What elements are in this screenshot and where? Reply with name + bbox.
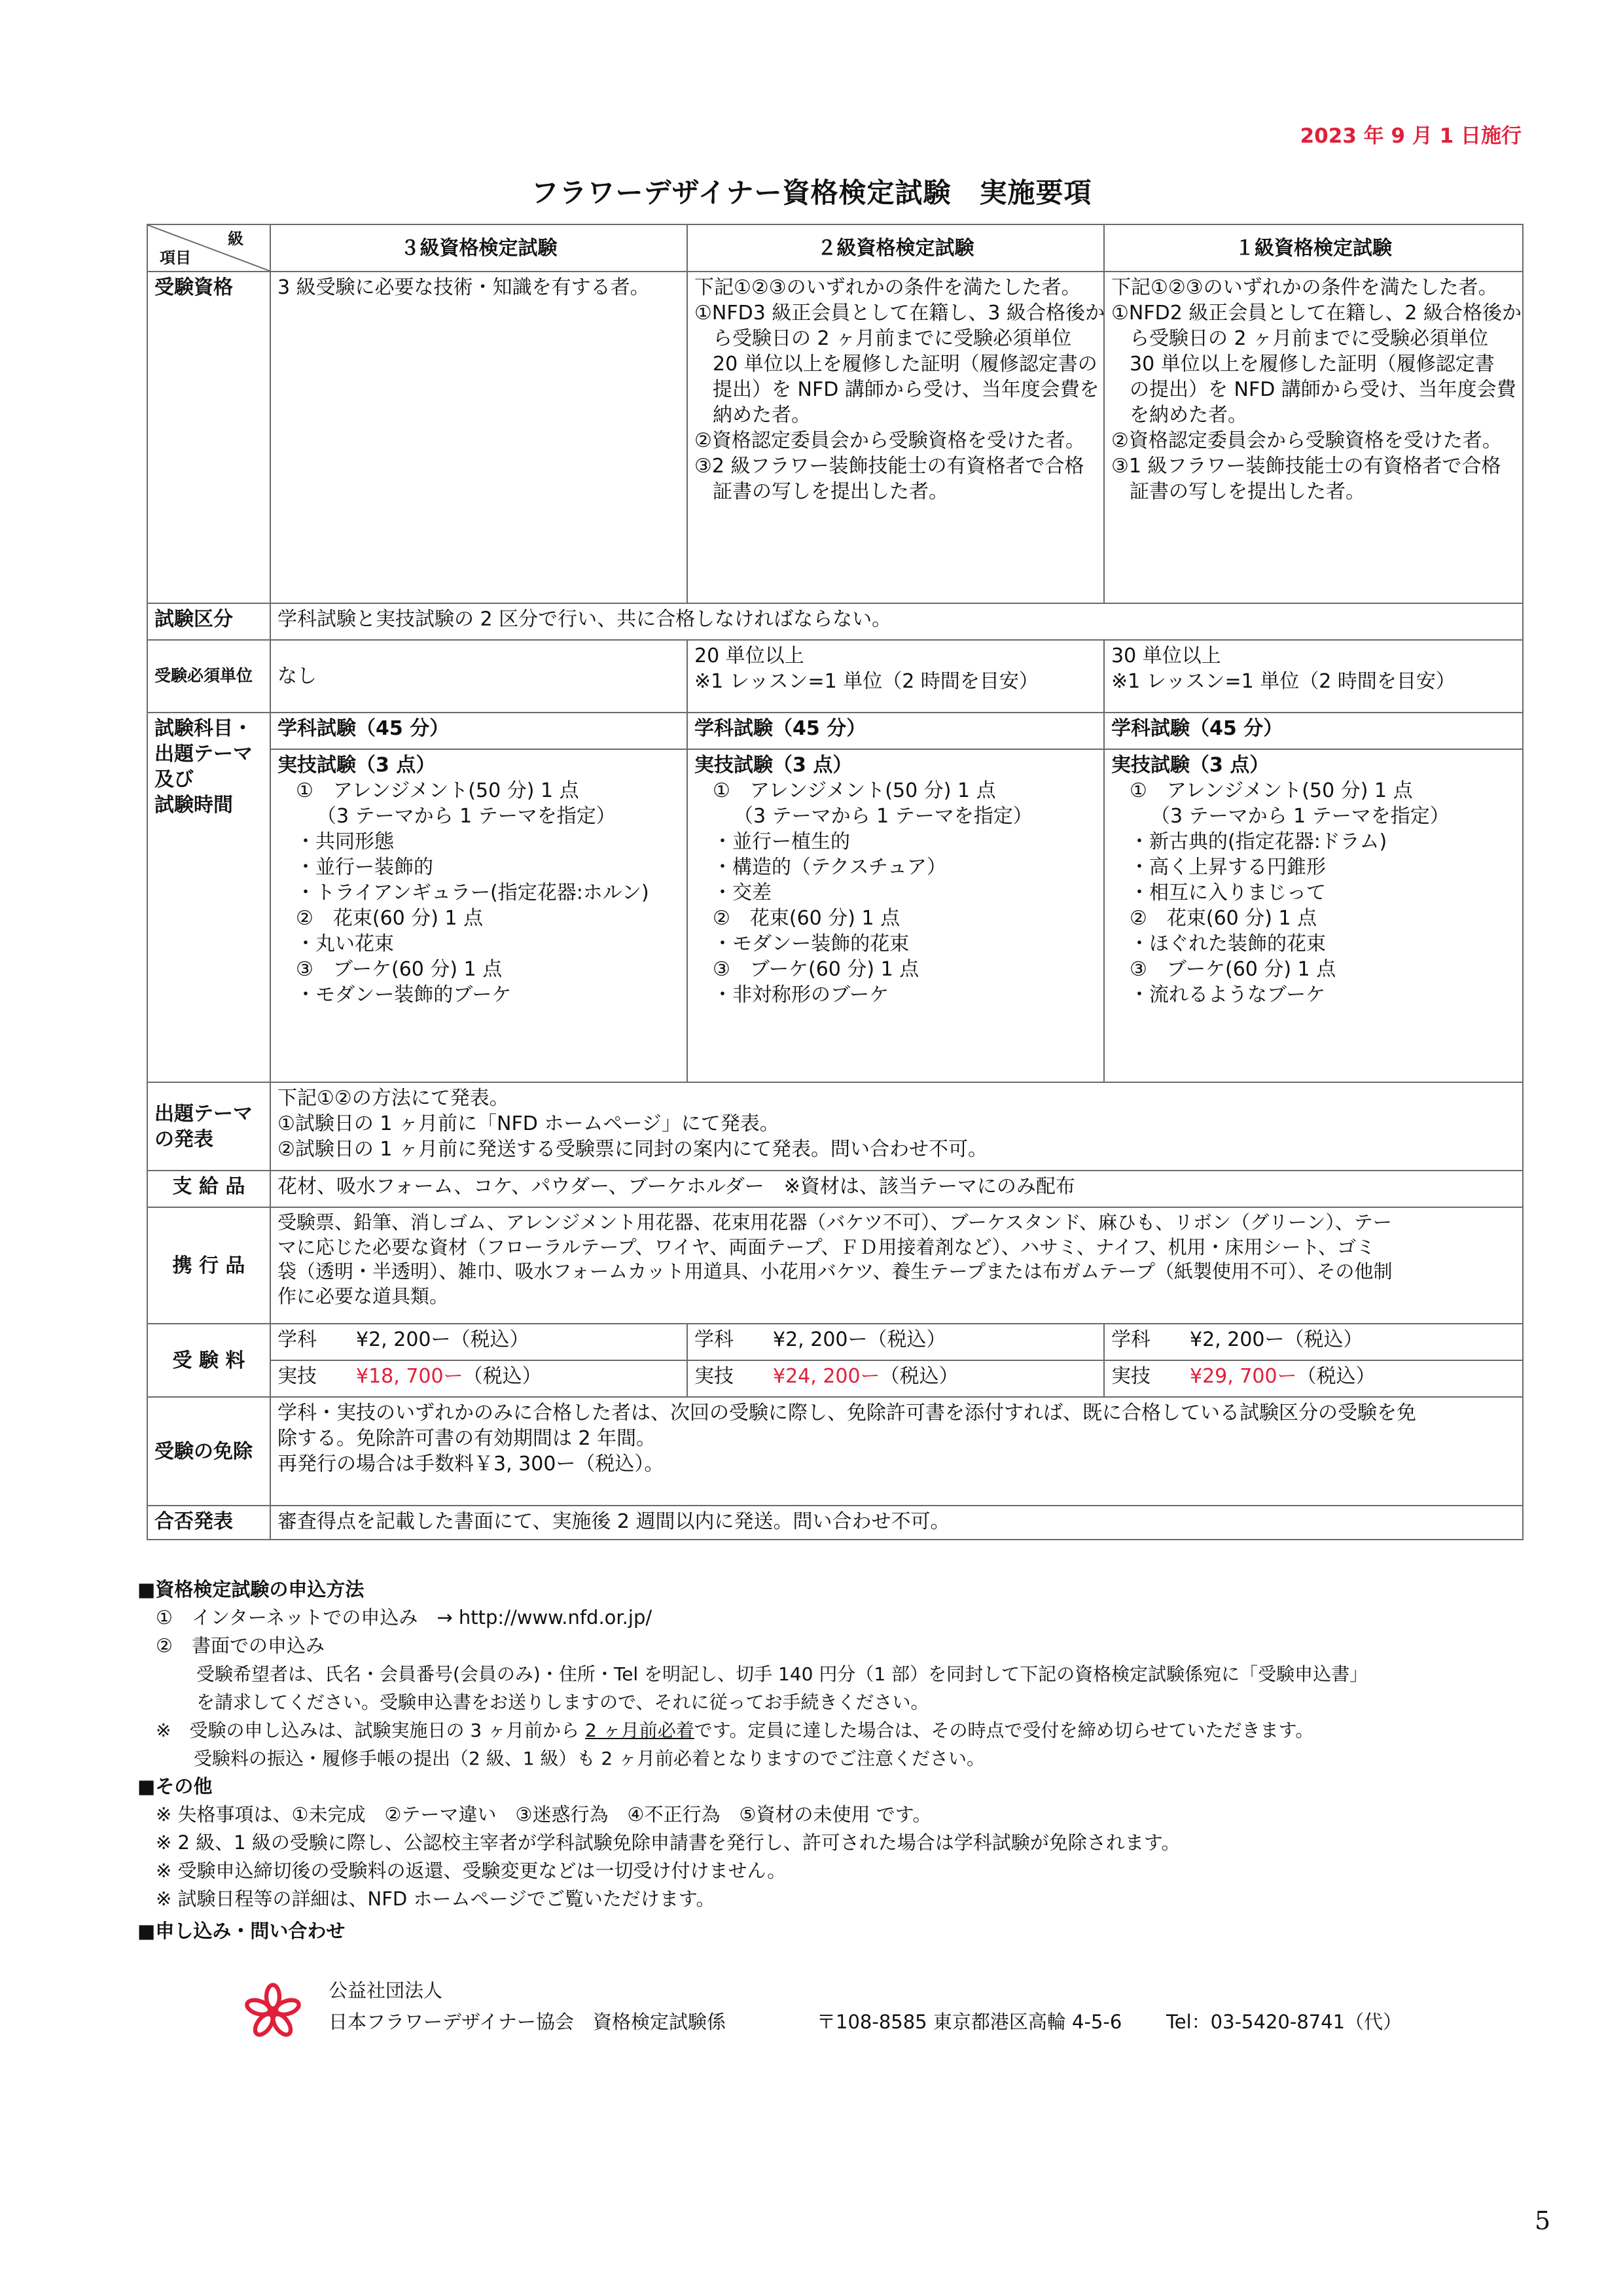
practical-line: ・構造的（テクスチュア） (713, 856, 946, 879)
fee-written-grade3 (270, 1324, 687, 1360)
practical-line: ・共同形態 (296, 830, 394, 853)
fee-written-label: 学科 (277, 1328, 317, 1351)
qualification-line: ①NFD2 級正会員として在籍し、2 級合格後か (1111, 302, 1522, 325)
units-grade1 (1104, 640, 1523, 713)
table-row-practical-exam (147, 749, 1523, 1082)
units-grade3: なし (270, 640, 687, 713)
practical-line: ② 花束(60 分) 1 点 (713, 907, 901, 930)
row-label-exemption: 受験の免除 (147, 1397, 270, 1506)
exemption-text (270, 1397, 1523, 1506)
other-item: ※ 受験申込締切後の受験料の返還、受験変更などは一切受け付けません。 (156, 1860, 787, 1882)
row-label-qualification: 受験資格 (147, 272, 270, 603)
practical-line: ・モダンー装飾的ブーケ (296, 983, 512, 1006)
column-header-grade3: ３級資格検定試験 (270, 224, 687, 272)
fee-written-label: 学科 (1111, 1328, 1150, 1351)
fee-practical-label: 実技 (694, 1365, 734, 1388)
apply-note-fee: 受験料の振込・履修手帳の提出（2 級、1 級）も 2 ヶ月前必着となりますのでご注意ください。 (194, 1748, 986, 1769)
practical-line: ・高く上昇する円錐形 (1130, 856, 1326, 879)
qualification-line: ③2 級フラワー装飾技能士の有資格者で合格 (694, 455, 1084, 478)
fee-tax-note: （税込） (463, 1365, 542, 1388)
row-label-result: 合否発表 (147, 1506, 270, 1540)
bring-text (270, 1207, 1523, 1324)
practical-line: ・相互に入りまじって (1130, 881, 1326, 904)
exam-requirements-table (147, 224, 1524, 1540)
corner-cell (147, 224, 270, 272)
row-label-bring: 携 行 品 (147, 1207, 270, 1324)
fee-practical-amount: ¥24, 200ー (773, 1365, 880, 1388)
written-exam-grade2: 学科試験（45 分） (687, 713, 1104, 749)
exemption-line: 除する。免除許可書の有効期間は 2 年間。 (277, 1427, 656, 1450)
practical-line: ・流れるようなブーケ (1130, 983, 1326, 1006)
application-section (137, 1576, 1538, 1945)
practical-line: ・並行ー植生的 (713, 830, 850, 853)
qualification-line: ①NFD3 級正会員として在籍し、3 級合格後か (694, 302, 1105, 325)
apply-heading: ■資格検定試験の申込方法 (137, 1578, 365, 1600)
other-item: ※ 2 級、1 級の受験に際し、公認校主宰者が学科試験免除申請書を発行し、許可された場合は学科試験が免除されます。 (156, 1831, 1181, 1854)
result-text: 審査得点を記載した書面にて、実施後 2 週間以内に発送。問い合わせ不可。 (270, 1506, 1523, 1540)
exemption-line: 学科・実技のいずれかのみに合格した者は、次回の受験に際し、免除許可書を添付すれば、既に合格している試験区分の受験を免 (277, 1402, 1416, 1424)
fee-practical-grade2 (687, 1360, 1104, 1397)
qualification-line: ②資格認定委員会から受験資格を受けた者。 (1111, 429, 1502, 452)
fee-written-label: 学科 (694, 1328, 734, 1351)
announce-line: ②試験日の 1 ヶ月前に発送する受験票に同封の案内にて発表。問い合わせ不可。 (277, 1138, 988, 1161)
fee-tax-note: （税込） (880, 1365, 959, 1388)
column-header-grade1: １級資格検定試験 (1104, 224, 1523, 272)
table-row-announce (147, 1082, 1523, 1171)
units-grade2 (687, 640, 1104, 713)
apply-note-text: です。定員に達した場合は、その時点で受付を締め切らせていただきます。 (694, 1720, 1314, 1741)
row-label-fee: 受 験 料 (147, 1324, 270, 1397)
practical-line: ・モダンー装飾的花束 (713, 932, 910, 955)
qualification-grade3: 3 級受験に必要な技術・知識を有する者。 (270, 272, 687, 603)
bring-line: 作に必要な道具類。 (277, 1285, 449, 1308)
written-exam-grade1: 学科試験（45 分） (1104, 713, 1523, 749)
exemption-line: 再発行の場合は手数料￥3, 300ー（税込）。 (277, 1453, 664, 1475)
practical-line: ・新古典的(指定花器:ドラム) (1130, 830, 1387, 853)
practical-heading: 実技試験（3 点） (1111, 754, 1270, 777)
practical-line: ・トライアンギュラー(指定花器:ホルン) (296, 881, 649, 904)
qualification-line: ら受験日の 2 ヶ月前までに受験必須単位 (713, 327, 1072, 350)
practical-line: ① アレンジメント(50 分) 1 点 (713, 779, 996, 802)
units-line: ※1 レッスン=1 単位（2 時間を目安） (694, 670, 1039, 693)
row-label-supplied: 支 給 品 (147, 1171, 270, 1207)
corner-label-grade: 級 (228, 230, 243, 248)
apply-note-underlined: 2 ヶ月前必着 (584, 1720, 694, 1741)
practical-line: ③ ブーケ(60 分) 1 点 (1130, 958, 1336, 981)
fee-written-amount: ¥2, 200ー（税込） (1190, 1328, 1363, 1351)
units-line: 20 単位以上 (694, 645, 804, 667)
apply-paper-detail: を請求してください。受験申込書をお送りしますので、それに従ってお手続きください。 (196, 1691, 929, 1713)
table-row-division (147, 603, 1523, 640)
fee-written-grade2 (687, 1324, 1104, 1360)
table-row-bring (147, 1207, 1523, 1324)
effective-date: 2023 年 9 月 1 日施行 (1300, 124, 1522, 148)
row-label-announce (147, 1082, 270, 1171)
fee-practical-label: 実技 (277, 1365, 317, 1388)
apply-paper: ② 書面での申込み (156, 1634, 325, 1657)
practical-line: （3 テーマから 1 テーマを指定） (317, 805, 616, 828)
other-heading: ■その他 (137, 1775, 213, 1797)
practical-exam-grade2 (687, 749, 1104, 1082)
corner-label-item: 項目 (160, 248, 191, 267)
practical-line: ① アレンジメント(50 分) 1 点 (296, 779, 579, 802)
practical-line: ・ほぐれた装飾的花束 (1130, 932, 1326, 955)
subjects-label-line: 試験科目・ (154, 717, 253, 740)
practical-heading: 実技試験（3 点） (694, 754, 853, 777)
subjects-label-line: 試験時間 (154, 794, 233, 817)
qualification-line: の提出）を NFD 講師から受け、当年度会費 (1130, 378, 1516, 401)
practical-line: ・非対称形のブーケ (713, 983, 889, 1006)
practical-line: ③ ブーケ(60 分) 1 点 (713, 958, 919, 981)
org-name: 日本フラワーデザイナー協会 資格検定試験係 (329, 2011, 726, 2033)
written-exam-grade3: 学科試験（45 分） (270, 713, 687, 749)
apply-internet: ① インターネットでの申込み → http://www.nfd.or.jp/ (156, 1606, 652, 1629)
practical-heading: 実技試験（3 点） (277, 754, 436, 777)
page-number: 5 (1535, 2206, 1551, 2235)
fee-written-amount: ¥2, 200ー（税込） (356, 1328, 529, 1351)
practical-line: ① アレンジメント(50 分) 1 点 (1130, 779, 1413, 802)
fee-written-amount: ¥2, 200ー（税込） (773, 1328, 946, 1351)
practical-line: （3 テーマから 1 テーマを指定） (734, 805, 1033, 828)
supplied-text: 花材、吸水フォーム、コケ、パウダー、ブーケホルダー ※資材は、該当テーマにのみ配布 (270, 1171, 1523, 1207)
qualification-line: ら受験日の 2 ヶ月前までに受験必須単位 (1130, 327, 1489, 350)
subjects-label-line: 出題テーマ (154, 743, 253, 766)
page-title: フラワーデザイナー資格検定試験 実施要項 (531, 177, 1092, 209)
qualification-line: 30 単位以上を履修した証明（履修認定書 (1130, 353, 1495, 376)
practical-line: ② 花束(60 分) 1 点 (1130, 907, 1317, 930)
fee-written-grade1 (1104, 1324, 1523, 1360)
announce-text (270, 1082, 1523, 1171)
other-item: ※ 試験日程等の詳細は、NFD ホームページでご覧いただけます。 (156, 1888, 715, 1910)
subjects-label-line: 及び (154, 768, 194, 791)
table-row-result (147, 1506, 1523, 1540)
practical-line: ・丸い花束 (296, 932, 394, 955)
fee-practical-amount: ¥29, 700ー (1190, 1365, 1297, 1388)
table-row-exemption (147, 1397, 1523, 1506)
org-address: 〒108-8585 東京都港区高輪 4-5-6 (817, 2011, 1122, 2033)
division-text: 学科試験と実技試験の 2 区分で行い、共に合格しなければならない。 (270, 603, 1523, 640)
practical-exam-grade1 (1104, 749, 1523, 1082)
bring-line: 受験票、鉛筆、消しゴム、アレンジメント用花器、花束用花器（バケツ不可）、ブーケスタンド、麻ひも、リボン（グリーン）、テー (277, 1211, 1392, 1233)
practical-exam-grade3 (270, 749, 687, 1082)
table-header-row (147, 224, 1523, 272)
table-row-supplied (147, 1171, 1523, 1207)
announce-line: 下記①②の方法にて発表。 (277, 1087, 509, 1110)
apply-note-deadline (137, 1716, 1538, 1744)
table-row-fee-written (147, 1324, 1523, 1360)
qualification-line: 証書の写しを提出した者。 (713, 480, 948, 503)
fee-tax-note: （税込） (1296, 1365, 1376, 1388)
org-tel: Tel：03-5420-8741（代） (1166, 2011, 1402, 2033)
qualification-line: ③1 級フラワー装飾技能士の有資格者で合格 (1111, 455, 1501, 478)
fee-practical-label: 実技 (1111, 1365, 1150, 1388)
table-row-qualification (147, 272, 1523, 603)
units-line: ※1 レッスン=1 単位（2 時間を目安） (1111, 670, 1455, 693)
apply-paper-detail: 受験希望者は、氏名・会員番号(会員のみ)・住所・Tel を明記し、切手 140 円分（1 部）を同封して下記の資格検定試験係宛に「受験申込書」 (196, 1663, 1368, 1685)
practical-line: ② 花束(60 分) 1 点 (296, 907, 484, 930)
qualification-line: 下記①②③のいずれかの条件を満たした者。 (1111, 276, 1498, 299)
practical-line: （3 テーマから 1 テーマを指定） (1150, 805, 1450, 828)
announce-label-line: 出題テーマ (154, 1102, 253, 1125)
qualification-line: 納めた者。 (713, 404, 811, 427)
fee-practical-amount: ¥18, 700ー (356, 1365, 463, 1388)
apply-note-text: ※ 受験の申し込みは、試験実施日の 3 ヶ月前から (156, 1720, 585, 1741)
units-line: 30 単位以上 (1111, 645, 1221, 667)
table-row-units (147, 640, 1523, 713)
other-item: ※ 失格事項は、①未完成 ②テーマ違い ③迷惑行為 ④不正行為 ⑤資材の未使用 です。 (156, 1803, 932, 1826)
fee-practical-grade1 (1104, 1360, 1523, 1397)
column-header-grade2: ２級資格検定試験 (687, 224, 1104, 272)
table-row-written-exam (147, 713, 1523, 749)
practical-line: ・交差 (713, 881, 772, 904)
row-label-subjects (147, 713, 270, 1082)
qualification-line: ②資格認定委員会から受験資格を受けた者。 (694, 429, 1085, 452)
qualification-grade2 (687, 272, 1104, 603)
bring-line: 袋（透明・半透明）、雑巾、吸水フォームカット用道具、小花用バケツ、養生テープまたは布ガムテープ（紙製使用不可）、その他制 (277, 1260, 1393, 1283)
qualification-line: 提出）を NFD 講師から受け、当年度会費を (713, 378, 1099, 401)
qualification-line: を納めた者。 (1130, 404, 1247, 427)
contact-heading: ■申し込み・問い合わせ (137, 1920, 346, 1942)
org-type: 公益社団法人 (329, 1979, 443, 2002)
announce-label-line: の発表 (154, 1127, 213, 1151)
qualification-line: 下記①②③のいずれかの条件を満たした者。 (694, 276, 1081, 299)
nfd-flower-logo (243, 1983, 302, 2041)
bring-line: マに応じた必要な資材（フローラルテープ、ワイヤ、両面テープ、ＦＤ用接着剤など）、ハサミ、ナイフ、机用・床用シート、ゴミ (277, 1235, 1376, 1258)
practical-line: ③ ブーケ(60 分) 1 点 (296, 958, 503, 981)
table-row-fee-practical (147, 1360, 1523, 1397)
fee-practical-grade3 (270, 1360, 687, 1397)
announce-line: ①試験日の 1 ヶ月前に「NFD ホームページ」にて発表。 (277, 1112, 779, 1135)
qualification-line: 20 単位以上を履修した証明（履修認定書の (713, 353, 1097, 376)
practical-line: ・並行ー装飾的 (296, 856, 433, 879)
qualification-grade1 (1104, 272, 1523, 603)
row-label-units: 受験必須単位 (147, 640, 270, 713)
qualification-line: 証書の写しを提出した者。 (1130, 480, 1365, 503)
row-label-division: 試験区分 (147, 603, 270, 640)
